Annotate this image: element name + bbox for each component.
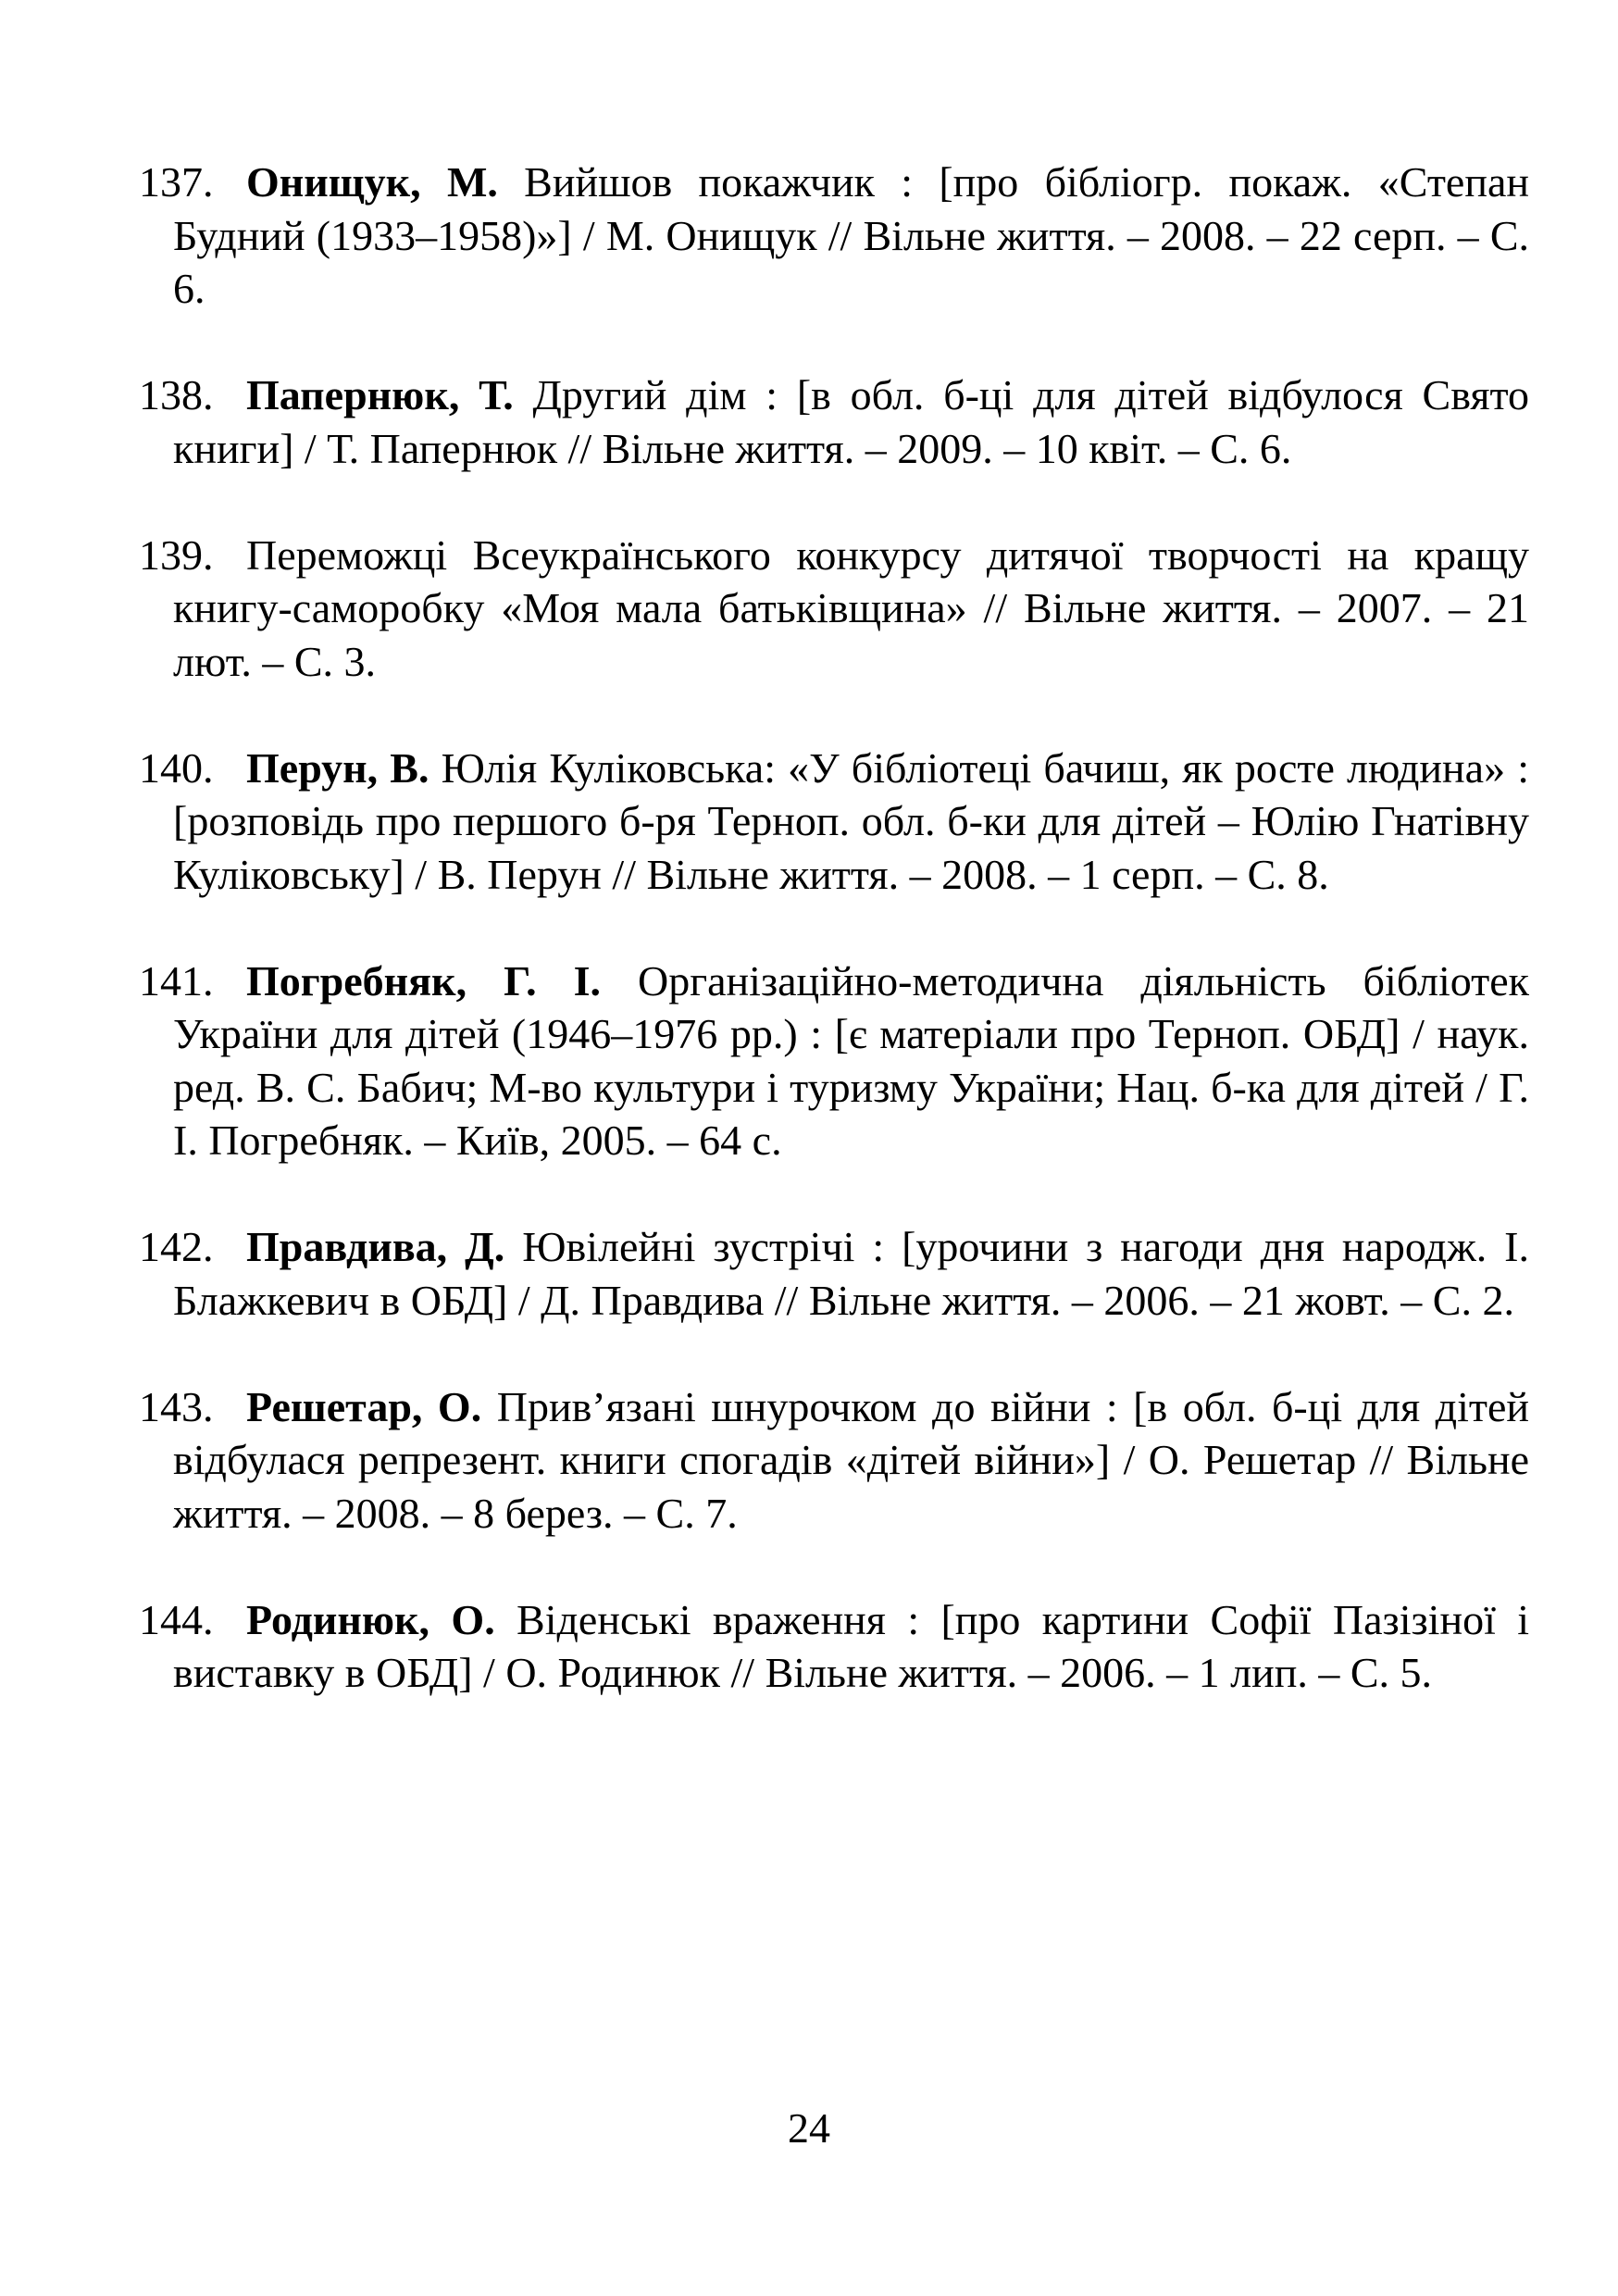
entry-author: Правдива, Д. bbox=[246, 1223, 505, 1270]
entry-number: 140. bbox=[139, 743, 214, 792]
page-number: 24 bbox=[788, 2104, 830, 2152]
entry-text: Вийшов покажчик : [про бібліогр. покаж. «Степан Будний (1933–1958)»] / М. Онищук // Вільне життя. – 2008. – 22 серп. – С. 6. bbox=[173, 158, 1529, 312]
entry-author: Погребняк, Г. І. bbox=[246, 956, 602, 1004]
entry-text: Ювілейні зустрічі : [урочини з нагоди дня народж. І. Блажкевич в ОБД] / Д. Правдива // Вільне життя. – 2006. – 21 жовт. – С. 2. bbox=[173, 1223, 1530, 1324]
entry-number: 137. bbox=[139, 158, 214, 206]
entry-number: 144. bbox=[139, 1595, 214, 1643]
entry-author: Онищук, М. bbox=[246, 158, 498, 206]
bibliography-entry-141 bbox=[139, 955, 1529, 1167]
bibliography-entry-139 bbox=[139, 529, 1529, 689]
bibliography-entry-137 bbox=[139, 156, 1529, 316]
entry-author: Папернюк, Т. bbox=[246, 371, 514, 418]
bibliography-entry-144 bbox=[139, 1593, 1529, 1700]
entry-text: Віденські враження : [про картини Софії Пазізіної і виставку в ОБД] / О. Родинюк // Вільне життя. – 2006. – 1 лип. – С. 5. bbox=[173, 1595, 1529, 1696]
bibliography-entry-143 bbox=[139, 1380, 1529, 1541]
entry-author: Перун, В. bbox=[246, 743, 429, 792]
entry-number: 143. bbox=[139, 1382, 214, 1430]
entry-author: Родинюк, О. bbox=[246, 1595, 495, 1643]
entry-text: Організаційно-методична діяльність бібліотек України для дітей (1946–1976 рр.) : [є матеріали про Терноп. ОБД] / наук. ред. В. С. Бабич; М-во культури і туризму України; Нац. б-ка для дітей / Г. І. Погребняк. – Київ, 2005. – 64 с. bbox=[173, 956, 1529, 1164]
entry-author: Решетар, О. bbox=[246, 1382, 482, 1430]
entry-number: 142. bbox=[139, 1223, 214, 1270]
bibliography-list bbox=[139, 156, 1529, 1753]
entry-text: Переможці Всеукраїнського конкурсу дитячої творчості на кращу книгу-саморобку «Моя мала батьківщина» // Вільне життя. – 2007. – 21 лют. – С. 3. bbox=[173, 530, 1529, 685]
entry-text: Прив’язані шнурочком до війни : [в обл. б-ці для дітей відбулася репрезент. книги спогадів «дітей війни»] / О. Решетар // Вільне життя. – 2008. – 8 берез. – С. 7. bbox=[173, 1382, 1529, 1537]
bibliography-entry-140 bbox=[139, 742, 1529, 902]
entry-number: 138. bbox=[139, 371, 214, 418]
bibliography-entry-138 bbox=[139, 368, 1529, 475]
entry-number: 141. bbox=[139, 956, 214, 1004]
entry-number: 139. bbox=[139, 530, 214, 579]
entry-text: Другий дім : [в обл. б-ці для дітей відбулося Свято книги] / Т. Папернюк // Вільне життя. – 2009. – 10 квіт. – С. 6. bbox=[173, 371, 1529, 472]
entry-text: Юлія Куліковська: «У бібліотеці бачиш, як росте людина» : [розповідь про першого б-ря Терноп. обл. б-ки для дітей – Юлію Гнатівну Куліковську] / В. Перун // Вільне життя. – 2008. – 1 серп. – С. 8. bbox=[173, 743, 1529, 898]
bibliography-entry-142 bbox=[139, 1220, 1529, 1327]
